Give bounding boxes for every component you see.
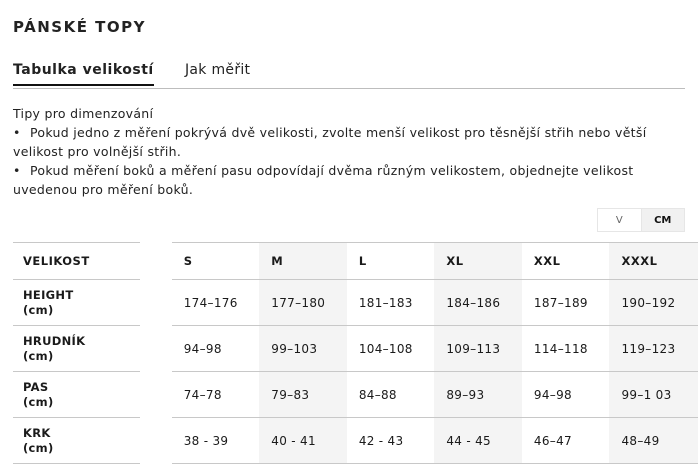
measure-unit: (cm) [23,440,54,455]
tip-text: Pokud měření boků a měření pasu odpovídají dvěma různým velikostem, objednejte velikost uvedenou pro měření boků. [13,163,634,197]
tab-how-to-measure[interactable]: Jak měřit [185,62,251,78]
bullet-icon: • [13,163,21,178]
column-gap [140,243,172,280]
list-item [13,161,693,199]
row-label [13,326,140,372]
row-label [13,418,140,464]
unit-cm-button[interactable]: CM [642,208,686,232]
table-cell: 181–183 [347,280,435,326]
column-header-size: VELIKOST [13,243,140,280]
table-cell: 94–98 [522,372,610,418]
table-cell: 44 - 45 [434,418,522,464]
measure-unit: (cm) [23,302,54,317]
table-row [13,280,698,326]
table-cell: 109–113 [434,326,522,372]
measure-unit: (cm) [23,348,54,363]
table-row [13,372,698,418]
sizing-tips-list [13,123,693,199]
size-header: XXL [522,243,610,280]
size-table [13,242,698,464]
table-cell: 79–83 [259,372,347,418]
table-cell: 99–103 [259,326,347,372]
table-row [13,418,698,464]
table-cell: 104–108 [347,326,435,372]
table-cell: 84–88 [347,372,435,418]
table-cell: 114–118 [522,326,610,372]
size-header: XXXL [609,243,698,280]
measure-name: HEIGHT [23,287,74,302]
measure-name: HRUDNÍK [23,333,86,348]
table-cell: 190–192 [609,280,698,326]
column-gap [140,372,172,418]
unit-toggle [597,208,685,232]
size-header: S [172,243,260,280]
tip-text: Pokud jedno z měření pokrývá dvě velikosti, zvolte menší velikost pro těsnější střih nebo větší velikost pro volnější střih. [13,125,647,159]
size-header: XL [434,243,522,280]
table-cell: 38 - 39 [172,418,260,464]
unit-inches-button[interactable]: V [597,208,642,232]
row-label [13,372,140,418]
column-gap [140,280,172,326]
table-cell: 42 - 43 [347,418,435,464]
tab-size-chart[interactable]: Tabulka velikostí [13,62,154,86]
measure-name: KRK [23,425,51,440]
table-cell: 74–78 [172,372,260,418]
tab-bar [13,62,685,89]
row-label [13,280,140,326]
table-header-row [13,243,698,280]
table-cell: 46–47 [522,418,610,464]
table-cell: 40 - 41 [259,418,347,464]
table-cell: 187–189 [522,280,610,326]
measure-name: PAS [23,379,49,394]
page-title: PÁNSKÉ TOPY [13,18,147,36]
size-header: M [259,243,347,280]
table-cell: 184–186 [434,280,522,326]
column-gap [140,418,172,464]
table-cell: 48–49 [609,418,698,464]
measure-unit: (cm) [23,394,54,409]
table-cell: 174–176 [172,280,260,326]
sizing-tips [13,104,693,199]
size-header: L [347,243,435,280]
table-cell: 89–93 [434,372,522,418]
list-item [13,123,693,161]
table-cell: 99–1 03 [609,372,698,418]
table-row [13,326,698,372]
table-cell: 94–98 [172,326,260,372]
column-gap [140,326,172,372]
sizing-tips-heading: Tipy pro dimenzování [13,106,154,121]
table-cell: 119–123 [609,326,698,372]
table-cell: 177–180 [259,280,347,326]
bullet-icon: • [13,125,21,140]
